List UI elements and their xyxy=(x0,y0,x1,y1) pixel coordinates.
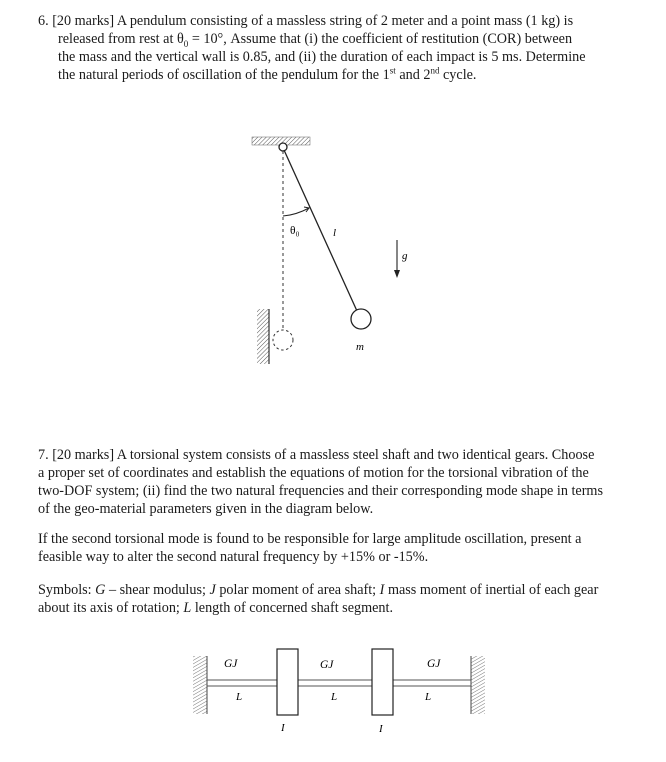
label-l-2: L xyxy=(331,691,338,703)
mass-at-wall-dashed xyxy=(273,330,293,350)
symbol-i-desc: mass moment of inertial of each gear xyxy=(384,582,599,598)
problem-7-line-2: a proper set of coordinates and establish the equations of motion for the torsional vibration of the xyxy=(38,465,589,481)
symbols-line-2 xyxy=(38,599,618,617)
problem-6-line-2-b: Assume that (i) the coefficient of restitution (COR) between xyxy=(230,31,573,47)
problem-6-line-3: the mass and the vertical wall is 0.85, and (ii) the duration of each impact is 5 ms. Determine xyxy=(58,49,586,65)
label-l-1: L xyxy=(236,691,243,703)
torsional-shaft-diagram xyxy=(0,640,666,750)
label-i-1: I xyxy=(281,722,285,734)
label-mass: m xyxy=(356,341,364,353)
wall-hatch xyxy=(257,309,269,364)
symbol-g-desc: – shear modulus; xyxy=(105,582,210,598)
angle-arc xyxy=(283,208,309,216)
gear-1 xyxy=(277,649,298,715)
problem-7-para2-line-2: feasible way to alter the second natural frequency by +15% or -15%. xyxy=(38,549,429,565)
symbol-i: I xyxy=(379,582,385,598)
problem-7-paragraph-2 xyxy=(38,530,618,566)
problem-6-number: 6. xyxy=(38,13,49,29)
problem-7-paragraph-1 xyxy=(38,446,618,518)
theta-subscript: 0 xyxy=(183,38,189,49)
problem-7-para2-line-1: If the second torsional mode is found to be responsible for large amplitude oscillation, present a xyxy=(38,531,582,547)
theta-symbol: θ xyxy=(176,31,184,47)
problem-6-initial-angle: = 10°, xyxy=(191,31,227,47)
shaft-segment-middle xyxy=(298,680,372,686)
problem-7-line-1: 7. [20 marks] A torsional system consists of a massless steel shaft and two identical gears. Choose xyxy=(38,447,595,463)
label-gravity: g xyxy=(402,250,408,262)
superscript-st: st xyxy=(389,65,396,76)
symbol-j-desc: polar moment of area shaft; xyxy=(215,582,380,598)
label-string-length: l xyxy=(333,227,337,239)
symbol-g: G xyxy=(95,582,106,598)
right-wall-hatch xyxy=(471,656,485,714)
problem-7-symbols xyxy=(38,581,618,617)
label-gj-3: GJ xyxy=(427,658,441,670)
problem-6-line-2-a: released from rest at xyxy=(58,31,174,47)
problem-6-line-1-text: A pendulum consisting of a massless string of 2 meter and a point mass (1 kg) is xyxy=(116,13,574,29)
label-l-3: L xyxy=(425,691,432,703)
problem-7-line-3: two-DOF system; (ii) find the two natural frequencies and their corresponding mode shape in terms xyxy=(38,483,603,499)
shaft-segment-left xyxy=(207,680,277,686)
gear-2 xyxy=(372,649,393,715)
label-gj-1: GJ xyxy=(224,658,238,670)
left-wall-hatch xyxy=(193,656,207,714)
symbols-line-2-a: about its axis of rotation; xyxy=(38,600,184,616)
problem-6-line-4-c: cycle. xyxy=(439,67,477,83)
pendulum-mass xyxy=(351,309,371,329)
superscript-nd: nd xyxy=(430,65,440,76)
problem-7-line-4: of the geo-material parameters given in the diagram below. xyxy=(38,501,374,517)
symbol-l: L xyxy=(183,600,192,616)
label-i-2: I xyxy=(379,723,383,735)
problem-6-line-4-a: the natural periods of oscillation of the pendulum for the 1 xyxy=(58,67,390,83)
symbol-j: J xyxy=(209,582,216,598)
symbols-intro: Symbols: xyxy=(38,582,96,598)
problem-6-line-4-b: and 2 xyxy=(395,67,431,83)
symbols-line-1 xyxy=(38,581,618,599)
problem-6-marks: [20 marks] xyxy=(52,13,115,29)
pivot-circle xyxy=(279,143,287,151)
label-gj-2: GJ xyxy=(320,659,334,671)
gravity-arrow-head xyxy=(394,270,400,278)
symbol-l-desc: length of concerned shaft segment. xyxy=(191,600,394,616)
shaft-segment-right xyxy=(393,680,471,686)
label-theta-zero: θ₀ xyxy=(290,225,300,237)
